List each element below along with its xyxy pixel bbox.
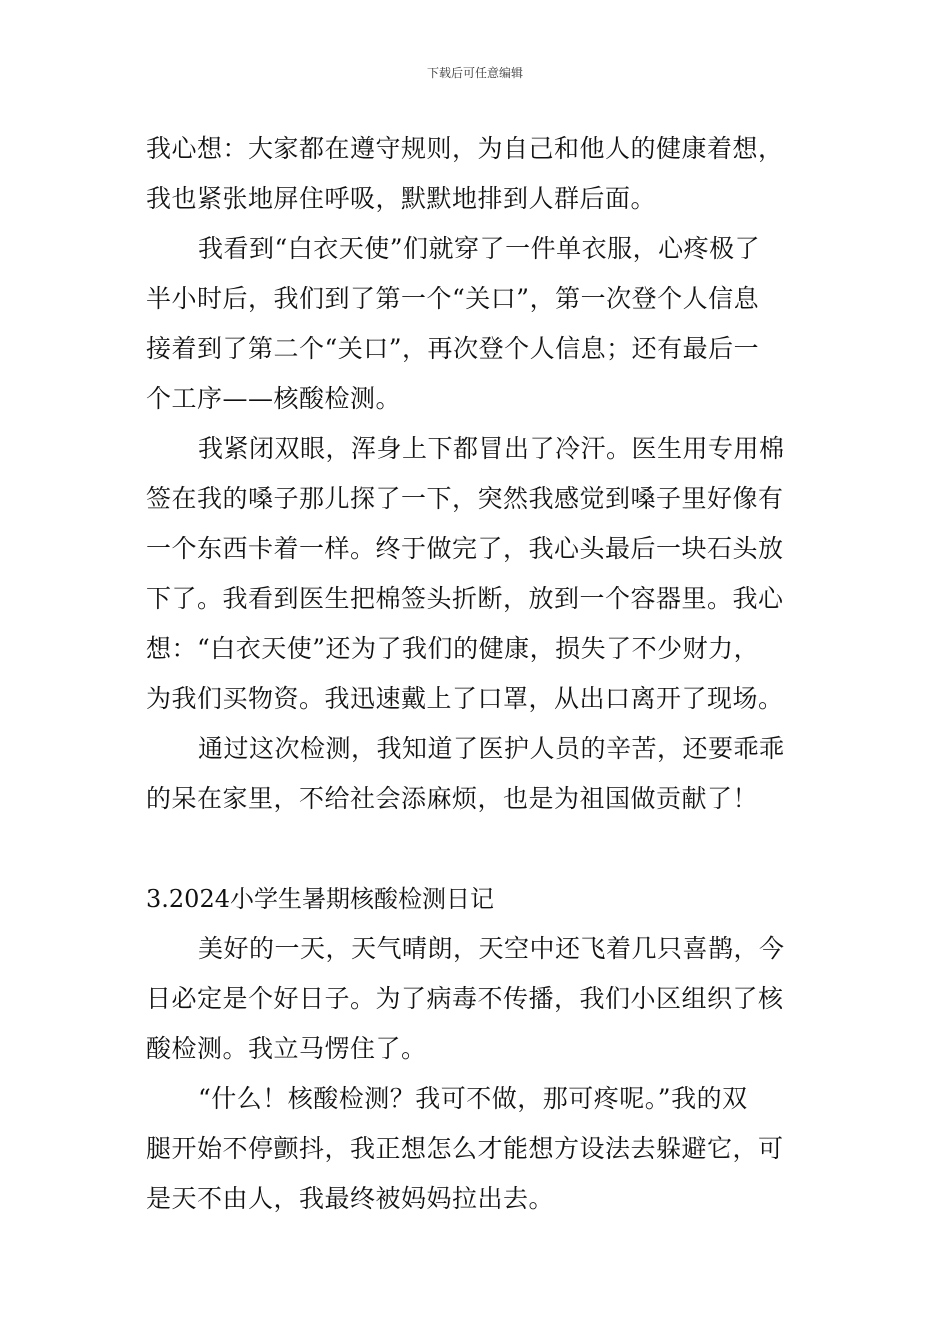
text-line: 一个东西卡着一样。终于做完了，我心头最后一块石头放 xyxy=(146,534,784,563)
text-line: 我紧闭双眼，浑身上下都冒出了冷汗。医生用专用棉 xyxy=(198,434,785,463)
document-body xyxy=(146,124,814,1224)
text-line: 的呆在家里，不给社会添麻烦，也是为祖国做贡献了！ xyxy=(146,784,759,813)
section-heading: 3.2024小学生暑期核酸检测日记 xyxy=(146,885,494,913)
text-line: 美好的一天，天气晴朗，天空中还飞着几只喜鹊，今 xyxy=(198,934,785,963)
text-line: 日必定是个好日子。为了病毒不传播，我们小区组织了核 xyxy=(146,984,784,1013)
text-line: 为我们买物资。我迅速戴上了口罩，从出口离开了现场。 xyxy=(146,684,784,713)
text-line: 接着到了第二个“关口”，再次登个人信息；还有最后一 xyxy=(146,334,760,363)
paragraph xyxy=(146,924,814,1074)
text-line: 腿开始不停颤抖，我正想怎么才能想方设法去躲避它，可 xyxy=(146,1134,784,1163)
text-line: 想：“白衣天使”还为了我们的健康，损失了不少财力， xyxy=(146,634,760,663)
text-line: 半小时后，我们到了第一个“关口”，第一次登个人信息 xyxy=(146,284,760,313)
paragraph xyxy=(146,1074,814,1224)
text-line: 我看到“白衣天使”们就穿了一件单衣服，心疼极了 xyxy=(198,234,761,263)
paragraph xyxy=(146,124,814,224)
text-line: 签在我的嗓子那儿探了一下，突然我感觉到嗓子里好像有 xyxy=(146,484,784,513)
paragraph xyxy=(146,224,814,424)
text-line: 个工序——核酸检测。 xyxy=(146,384,402,413)
paragraph xyxy=(146,424,814,724)
paragraph-spacer xyxy=(146,824,814,874)
text-line: 酸检测。我立马愣住了。 xyxy=(146,1034,427,1063)
text-line: “什么！核酸检测？我可不做，那可疼呢。”我的双 xyxy=(198,1084,748,1113)
paragraph xyxy=(146,724,814,824)
text-line: 下了。我看到医生把棉签头折断，放到一个容器里。我心 xyxy=(146,584,784,613)
text-line: 我也紧张地屏住呼吸，默默地排到人群后面。 xyxy=(146,184,657,213)
text-line: 通过这次检测，我知道了医护人员的辛苦，还要乖乖 xyxy=(198,734,785,763)
text-line: 我心想：大家都在遵守规则，为自己和他人的健康着想， xyxy=(146,134,784,163)
text-line: 是天不由人，我最终被妈妈拉出去。 xyxy=(146,1184,555,1213)
page-header: 下载后可任意编辑 xyxy=(426,66,523,80)
